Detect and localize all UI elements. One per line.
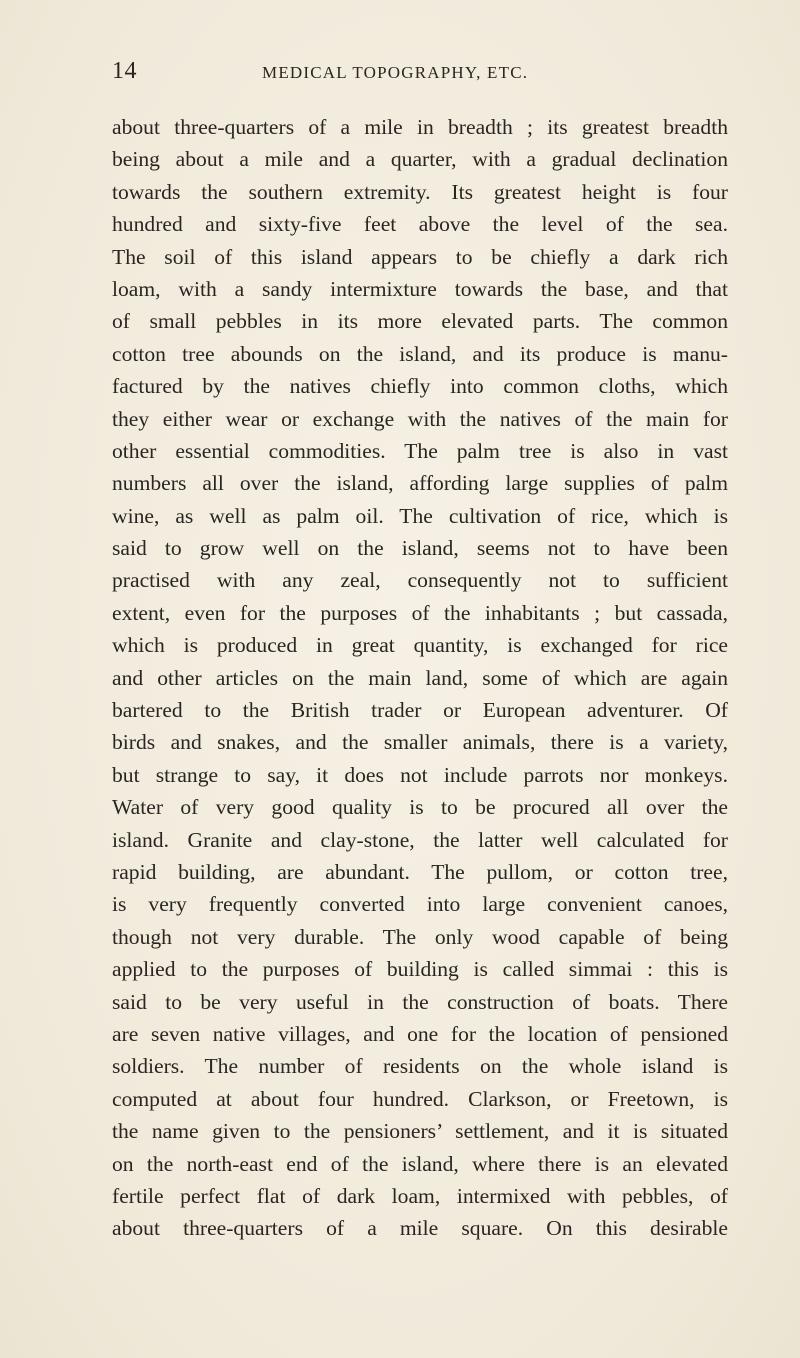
text-line: though not very durable. The only wood capable of being [112,924,728,949]
text-line: numbers all over the island, affording large supplies of palm [112,471,728,496]
text-line: fertile perfect flat of dark loam, intermixed with pebbles, of [112,1183,728,1208]
text-line: rapid building, are abundant. The pullom, or cotton tree, [112,859,728,884]
text-line: said to be very useful in the construction of boats. There [112,989,728,1014]
text-line: island. Granite and clay-stone, the latter well calculated for [112,827,728,852]
text-line: on the north-east end of the island, where there is an elevated [112,1151,728,1176]
text-line: and other articles on the main land, some of which are again [112,665,728,690]
text-line: are seven native villages, and one for the location of pensioned [112,1021,728,1046]
text-line: being about a mile and a quarter, with a gradual declination [112,147,728,172]
text-line: they either wear or exchange with the natives of the main for [112,406,728,431]
page-number: 14 [112,58,137,84]
text-line: Water of very good quality is to be procured all over the [112,795,728,820]
text-line: bartered to the British trader or European adventurer. Of [112,698,728,723]
text-line: cotton tree abounds on the island, and its produce is manu- [112,341,728,366]
text-line: said to grow well on the island, seems not to have been [112,536,728,561]
text-line: which is produced in great quantity, is exchanged for rice [112,633,728,658]
page-header [112,56,728,86]
text-line: practised with any zeal, consequently not to sufficient [112,568,728,593]
text-line: about three-quarters of a mile square. On this desirable [112,1216,728,1241]
running-head: MEDICAL TOPOGRAPHY, ETC. [262,63,529,82]
text-line: hundred and sixty-five feet above the level of the sea. [112,212,728,237]
text-line: about three-quarters of a mile in breadth ; its greatest breadth [112,115,728,139]
text-line: computed at about four hundred. Clarkson, or Freetown, is [112,1086,728,1111]
text-line: The soil of this island appears to be chiefly a dark rich [112,244,728,269]
text-line: soldiers. The number of residents on the whole island is [112,1054,728,1079]
text-line: extent, even for the purposes of the inhabitants ; but cassada, [112,600,728,625]
text-line: other essential commodities. The palm tree is also in vast [112,438,728,463]
text-line: towards the southern extremity. Its greatest height is four [112,179,728,204]
body-text [112,111,728,1245]
text-line: the name given to the pensioners’ settlement, and it is situated [112,1119,728,1144]
text-line: loam, with a sandy intermixture towards the base, and that [112,276,728,301]
text-line: of small pebbles in its more elevated parts. The common [112,309,728,334]
text-line: birds and snakes, and the smaller animals, there is a variety, [112,730,728,755]
text-line: factured by the natives chiefly into common cloths, which [112,374,728,399]
text-line: wine, as well as palm oil. The cultivation of rice, which is [112,503,728,528]
text-line: applied to the purposes of building is called simmai : this is [112,957,728,982]
text-line: but strange to say, it does not include parrots nor monkeys. [112,762,728,787]
text-line: is very frequently converted into large convenient canoes, [112,892,728,917]
